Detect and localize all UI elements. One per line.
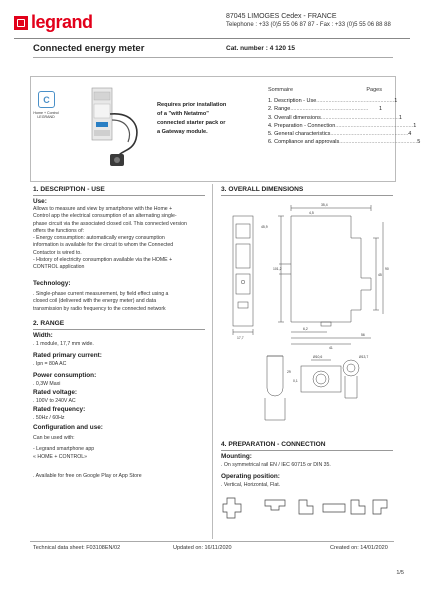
coil-dim-label: 0,1 (293, 379, 298, 383)
overall-dimensions-drawing (221, 198, 393, 438)
dim-label: 17,7 (237, 336, 244, 340)
technology-description: . Single-phase current measurement, by field effect using a closed coil (delivered with the energy meter) and data transmission by radio frequency to the connected network (33, 291, 169, 312)
position-vertical (223, 498, 241, 518)
company-address (226, 13, 391, 29)
rated-voltage-value: . 100V to 240V AC (33, 398, 76, 404)
home-control-app-icon: C (38, 91, 55, 108)
dim-label: 45 (378, 273, 382, 277)
position-horizontal-1 (265, 500, 285, 510)
section-2-rule (33, 329, 205, 330)
toc-item[interactable]: 1. Description - Use ................................................... 1 (268, 98, 398, 105)
address-phone: Telephone : +33 (0)5 55 06 87 87 - Fax : +33 (0)5 55 06 88 88 (226, 22, 391, 28)
dim-label: 90 (385, 267, 389, 271)
updated-date: Updated on: 16/11/2020 (173, 545, 232, 551)
page-number: 1/5 (396, 570, 404, 576)
use-title: Use: (33, 198, 47, 205)
section-1-rule (33, 195, 205, 196)
table-of-contents (268, 86, 421, 146)
section-1-heading: 1. DESCRIPTION - USE (33, 186, 105, 193)
dim-label: 6,2 (303, 327, 308, 331)
operating-position-title: Operating position: (221, 473, 280, 480)
toc-item[interactable]: 2. Range ................................................... 1 (268, 106, 382, 113)
power-consumption-title: Power consumption: (33, 372, 97, 379)
operating-positions-diagram (221, 494, 393, 522)
product-image (70, 84, 154, 174)
column-divider (212, 184, 213, 539)
requirement-line: of a "with Netatmo" (157, 111, 209, 117)
rated-frequency-value: . 50Hz / 60Hz (33, 415, 65, 421)
dim-label: 45,9 (261, 225, 268, 229)
toc-item[interactable]: 6. Compliance and approvals ................................................... 5 (268, 139, 421, 146)
requirement-line: connected starter pack or (157, 120, 226, 126)
position-horizontal-2 (299, 500, 313, 514)
title-divider (33, 57, 393, 58)
header-divider (14, 38, 410, 39)
position-flat-1 (323, 504, 345, 512)
rated-current-value: . Ipn = 80A AC (33, 361, 67, 367)
app-caption-line-2: LEGRAND (37, 115, 55, 120)
dim-label: 41 (329, 346, 333, 350)
catalogue-number: Cat. number : 4 120 15 (226, 45, 295, 52)
address-city: 87045 LIMOGES Cedex - FRANCE (226, 13, 337, 20)
operating-position-value: . Vertical, Horizontal, Flat. (221, 482, 281, 488)
datasheet-reference: Technical data sheet: F03108EN/02 (33, 545, 121, 551)
dim-label: 4,5 (309, 211, 314, 215)
footer-divider (30, 541, 394, 542)
rated-voltage-title: Rated voltage: (33, 389, 78, 396)
dim-label: 29 (287, 370, 291, 374)
use-description: Allows to measure and view by smartphone with the Home + Control app the electrical consumption of an alternating single- phase circuit via the associated closed coil. This connected version offers the functions of: - Energy consumption: automatically energy consumption information is available for the circuit to whom the Connected Contactor is wired to. - History of electricity consumption available via the HOME + CONTROL application (33, 206, 187, 271)
power-consumption-value: . 0,3W Maxi (33, 381, 61, 387)
position-flat-2 (351, 500, 365, 514)
toc-heading: Sommaire (268, 87, 294, 93)
section-3-rule (221, 195, 393, 196)
position-flat-3 (373, 500, 387, 514)
width-value: . 1 module, 17,7 mm wide. (33, 341, 94, 347)
dim-label: 35,4 (321, 203, 328, 207)
section-3-heading: 3. OVERALL DIMENSIONS (221, 186, 304, 193)
mounting-value: . On symmetrical rail EN / IEC 60715 or DIN 35. (221, 462, 331, 468)
toc-pages-heading: Pages (366, 87, 382, 93)
created-date: Created on: 14/01/2020 (330, 545, 388, 551)
legrand-logo (14, 12, 93, 33)
rated-frequency-title: Rated frequency: (33, 406, 86, 413)
app-caption-line-1: Home + Control (33, 111, 59, 115)
toc-item[interactable]: 3. Overall dimensions ................................................... 1 (268, 114, 402, 121)
dim-label: 56 (361, 333, 365, 337)
requirement-line: Requires prior installation (157, 102, 227, 108)
section-4-rule (221, 450, 393, 451)
page-title: Connected energy meter (33, 43, 145, 54)
requirement-line: a Gateway module. (157, 129, 208, 135)
requirements-note (157, 101, 226, 137)
configuration-description: Can be used with: - Legrand smartphone app « HOME + CONTROL» . Available for free on Google Play or App Store (33, 435, 142, 479)
technology-title: Technology: (33, 280, 71, 287)
coil-dim-label: Ø10,6 (313, 355, 323, 359)
dim-label: 101,2 (273, 267, 282, 271)
toc-item[interactable]: 5. General characteristics ................................................... 4 (268, 131, 412, 138)
section-4-heading: 4. PREPARATION - CONNECTION (221, 441, 326, 448)
section-2-heading: 2. RANGE (33, 320, 65, 327)
configuration-title: Configuration and use: (33, 424, 103, 431)
width-title: Width: (33, 332, 53, 339)
coil-dim-label: Ø13,7 (359, 355, 369, 359)
brand-name: legrand (31, 12, 93, 32)
mounting-title: Mounting: (221, 453, 252, 460)
rated-current-title: Rated primary current: (33, 352, 102, 359)
logo-mark-icon (14, 16, 28, 30)
app-caption (32, 111, 60, 119)
toc-item[interactable]: 4. Preparation - Connection ................................................... 1 (268, 122, 417, 129)
